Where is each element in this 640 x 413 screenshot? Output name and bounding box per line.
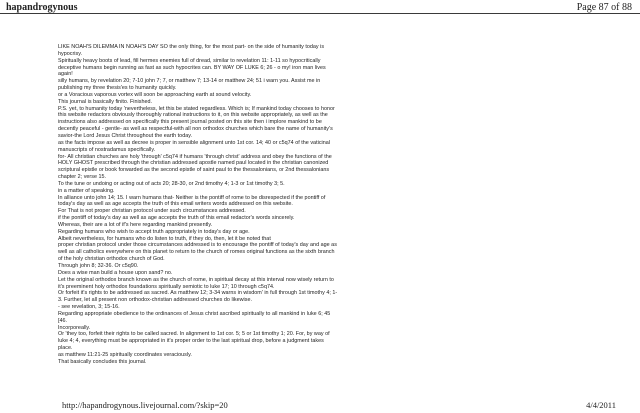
- text-line: or a Voracious vaporous vortex will soon be approaching earth at sound velocity.: [58, 91, 252, 98]
- text-line: Or forfeit it's rights to be addressed as sacred. As matthew 12; 3-34 warns in wisdom' in full through 1st timothy 4; 1-: [58, 290, 338, 297]
- text-line: Albeit nevertheless, for humans who do listen to truth, if they do, then, let it be noted that: [58, 235, 271, 242]
- text-line: Let the original orthodox branch known as the church of rome, in spiritual decay at this interval now wisely return to: [58, 276, 334, 283]
- text-line: hypocrisy.: [58, 50, 83, 57]
- text-line: instructions also addressed on specifically this present journal posted on this site then i implore mankind to be: [58, 119, 322, 126]
- text-line: if the pontiff of today's day as well as age accepts the truth of this email redactor's words sincerely.: [58, 215, 295, 222]
- print-date: 4/4/2011: [586, 400, 616, 410]
- text-line: This journal is basically finito. Finished.: [58, 98, 153, 105]
- text-line: today's day as well as age accepts the truth of this email writers words addressed on this website.: [58, 201, 293, 208]
- text-line: Regarding appropriate obedience to the ordinances of Jesus christ ascribed spiritually to all mankind in luke 6; 45: [58, 310, 331, 317]
- text-line: HOLY GHOST prescribed through the christian addressed apostle named paul located in the christian canonized: [58, 160, 329, 167]
- text-line: Does a wise man build a house upon sand? no.: [58, 269, 173, 276]
- text-line: For That is not proper christian protocol under such circumstances addressed.: [58, 208, 246, 215]
- journal-body: [58, 44, 618, 396]
- text-line: chapter 2; verse 15.: [58, 174, 107, 181]
- text-line: place.: [58, 345, 73, 352]
- text-line: silly humans, by revelation 20; 7-10 john 7; 7, or matthew 7; 13-14 or matthew 24; 51 i warn you. Assist me in: [58, 78, 321, 85]
- text-line: it's preeminent holy orthodox foundations spiritually semiotic to luke 17; 10 through c5q74.: [58, 283, 275, 290]
- text-line: savior-the Lord Jesus Christ throughout the earth today.: [58, 132, 193, 139]
- text-line: LIKE NOAH'S DILEMMA IN NOAH'S DAY SO the only thing, for the most part- on the side of humanity today is: [58, 44, 325, 50]
- page-footer: [0, 400, 640, 413]
- page-indicator: Page 87 of 88: [576, 2, 632, 13]
- text-line: That basically concludes this journal.: [58, 358, 147, 365]
- text-line: in a matter of speaking.: [58, 187, 115, 194]
- header-divider: [0, 13, 640, 14]
- text-line: scriptural epistle or book forwarded as the second epistle of saint paul to the thessalonians, or 2nd thessalonians: [58, 167, 330, 174]
- text-line: as matthew 11:21-25 spiritually coordinates veraciously.: [58, 351, 192, 358]
- text-line: publishing my three thesis'es to humanity quickly.: [58, 85, 177, 92]
- text-line: for- All christian churches are holy 'through' c5q74 if humans 'through christ' address and obey the functions of the: [58, 153, 332, 160]
- text-line: In alliance unto john 14; 15. I warn humans that- Neither is the pontiff of rome to be disrespected if the pontiff of: [58, 194, 326, 201]
- text-line: well as all catholics everywhere on this planet to return to the church of romes original functions as the sixth branch: [58, 249, 335, 256]
- text-line: this website redactors obviously thoroughly rational instructions to it, on this website appropriately, as well as the: [58, 112, 328, 119]
- text-line: 3. Further, let all present non orthodox-christian addressed churches do likewise.: [58, 297, 253, 304]
- page-header: [0, 0, 640, 14]
- text-line: P.S. yet, to humanity today 'nevertheless, let this be stated regardless. Which is; If mankind today chooses to honor: [58, 105, 335, 112]
- text-line: decently peaceful - gentle- as well as respectful-with all non orthodox churches which bare the name of humanity's: [58, 126, 333, 133]
- site-name: hapandrogynous: [6, 2, 78, 13]
- text-line: Or 'they too, forfeit their rights to be called sacred. In alignment to 1st cor. 5; 5 or 1st timothy 1; 20. For, by way of: [58, 331, 330, 338]
- text-line: To the tune or undoing or acting out of acts 20; 28-30, or 2nd timothy 4; 1-3 or 1st timothy 3; 5.: [58, 180, 285, 187]
- text-line: Whereas, their are a lot of if's here regarding mankind presently.: [58, 221, 213, 228]
- text-line: of the holy christian orthodox church of God.: [58, 256, 165, 263]
- text-line: Incorporeally.: [58, 324, 91, 331]
- text-line: luke 4; 4, everything must be appropriated in it's proper order to the last spiritual drop, before a judgment takes: [58, 338, 324, 345]
- text-line: Regarding humans who wish to accept truth appropriately in today's day or age.: [58, 228, 250, 235]
- text-line: deceptive humans begin running as fast as such hypocrites can. BY WAY OF LUKE 6; 26 - o my! iron man lives: [58, 64, 326, 71]
- text-line: Through john 8; 32-36. Or c5q90.: [58, 263, 139, 269]
- text-line: proper christian protocol under those circumstances addressed is to encourage the pontiff of today's day and age as: [58, 242, 337, 249]
- text-line: as the facts impose as well as decree is proper in sensible alignment unto 1st cor. 14; 40 or c5q74 of the vaticinal: [58, 139, 331, 146]
- text-line: [46.: [58, 317, 68, 324]
- text-line: - see revelation, 3; 15-16.: [58, 304, 120, 311]
- page-url: http://hapandrogynous.livejournal.com/?skip=20: [62, 400, 228, 410]
- text-line: again!: [58, 71, 73, 78]
- text-line: manuscripts of nostradamus specifically.: [58, 146, 156, 153]
- text-line: Spiritually heavy boots of lead, fill hermes enemies full of dread, similar to revelation 11: 1-11 so hypocritically: [58, 57, 321, 64]
